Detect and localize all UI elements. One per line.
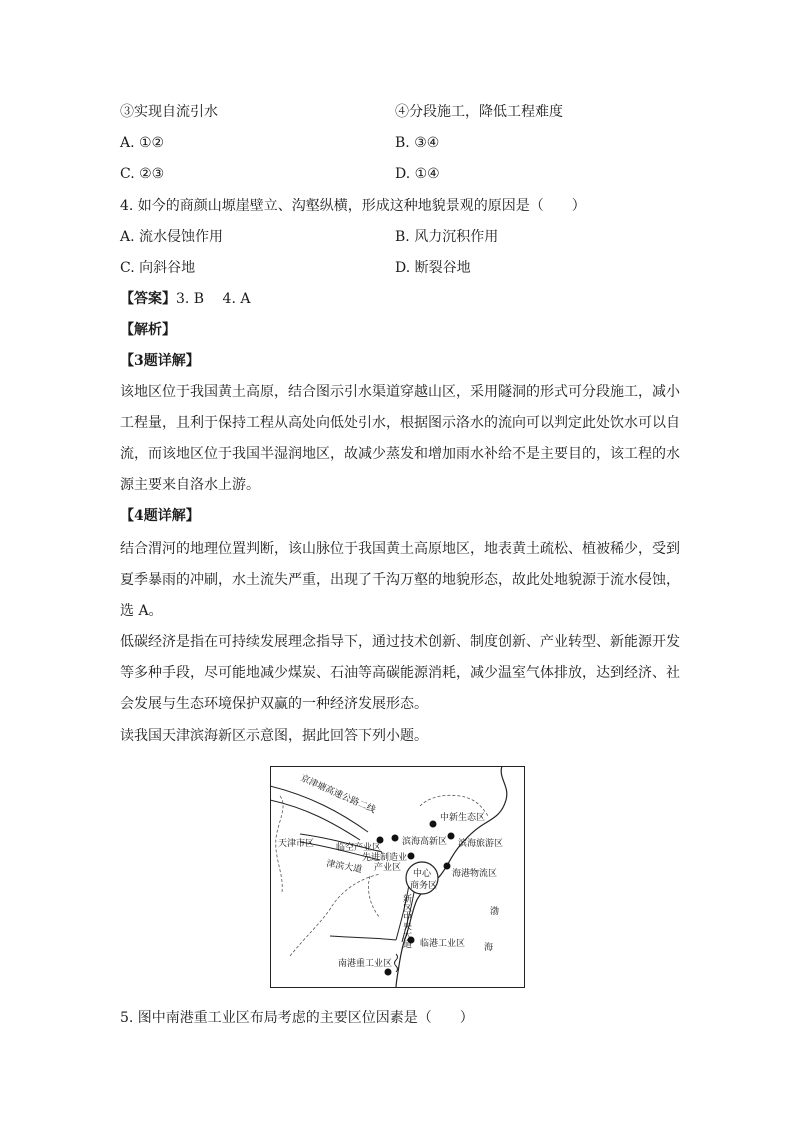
q3-choice-b: B. ③④ bbox=[395, 135, 440, 151]
nangang-dot bbox=[385, 969, 392, 976]
port-logistics-label: 海港物流区 bbox=[452, 869, 498, 879]
q3-option-4: ④分段施工，降低工程难度 bbox=[395, 104, 563, 120]
port-logistics-dot bbox=[444, 863, 451, 870]
tianjin-label: 天津市区 bbox=[278, 839, 315, 849]
q3-detail-line-4: 源主要来自洛水上游。 bbox=[120, 477, 260, 493]
q3-choice-d: D. ①④ bbox=[395, 166, 440, 182]
q3-choice-c: C. ②③ bbox=[120, 166, 165, 182]
binhai-hitech-dot bbox=[392, 835, 399, 842]
nangang-label: 南港重工业区 bbox=[338, 959, 393, 969]
cbd-label-1: 中心 bbox=[413, 869, 432, 879]
lingang-label: 临港工业区 bbox=[420, 939, 466, 949]
binhai-hitech-label: 滨海高新区 bbox=[402, 837, 448, 847]
advanced-mfg-label-1: 先进制造业 bbox=[362, 853, 408, 863]
q5-stem: 5. 图中南港重工业区布局考虑的主要区位因素是（ ） bbox=[120, 1010, 474, 1026]
advanced-mfg-label-2: 产业区 bbox=[374, 863, 402, 873]
zhongxin-eco-dot bbox=[430, 821, 437, 828]
answer-label: 【答案】 bbox=[120, 291, 176, 307]
q3-option-3: ③实现自流引水 bbox=[120, 104, 218, 120]
q4-choice-c: C. 向斜谷地 bbox=[120, 260, 196, 276]
q3-detail-line-2: 工程量，且利于保持工程从高处向低处引水，根据图示洛水的流向可以判定此处饮水可以自 bbox=[120, 415, 680, 431]
binhai-new-area-map bbox=[270, 766, 525, 988]
q4-stem: 4. 如今的商颜山塬崖壁立、沟壑纵横，形成这种地貌景观的原因是（ ） bbox=[120, 198, 586, 214]
q3-detail-label: 【3题详解】 bbox=[120, 353, 200, 369]
intro-line-3: 会发展与生态环境保护双赢的一种经济发展形态。 bbox=[120, 696, 428, 712]
zhongxin-eco-label: 中新生态区 bbox=[440, 813, 486, 823]
q4-detail-line-2: 夏季暴雨的冲刷，水土流失严重，出现了千沟万壑的地貌形态，故此处地貌源于流水侵蚀， bbox=[120, 572, 680, 588]
bohai-label-1: 渤 bbox=[490, 907, 500, 917]
analysis-label: 【解析】 bbox=[120, 322, 176, 338]
intro-line-1: 低碳经济是指在可持续发展理念指导下，通过技术创新、制度创新、产业转型、新能源开发 bbox=[120, 634, 680, 650]
bohai-label-2: 海 bbox=[484, 943, 494, 953]
linkong-label: 临空产业区 bbox=[336, 843, 382, 853]
q3-detail-line-1: 该地区位于我国黄土高原，结合图示引水渠道穿越山区，采用隧洞的形式可分段施工，减小 bbox=[120, 384, 680, 400]
q4-choice-a: A. 流水侵蚀作用 bbox=[120, 229, 224, 245]
answer-line bbox=[120, 289, 250, 309]
cbd-label-2: 商务区 bbox=[410, 881, 438, 891]
advanced-mfg-dot bbox=[408, 853, 415, 860]
answer-text: 3. B 4. A bbox=[176, 291, 251, 307]
q3-choice-a: A. ①② bbox=[120, 135, 165, 151]
central-avenue-label: 新区中央大道 bbox=[401, 894, 411, 948]
intro-line-4: 读我国天津滨海新区示意图，据此回答下列小题。 bbox=[120, 728, 428, 744]
q4-choice-d: D. 断裂谷地 bbox=[395, 260, 471, 276]
highway-label: 京津塘高速公路二线 bbox=[298, 773, 377, 816]
intro-line-2: 等多种手段，尽可能地减少煤炭、石油等高碳能源消耗，减少温室气体排放，达到经济、社 bbox=[120, 665, 680, 681]
jinbin-road-label: 津滨大道 bbox=[325, 859, 363, 876]
q3-detail-line-3: 流，而该地区位于我国半湿润地区，故减少蒸发和增加雨水补给不是主要目的，该工程的水 bbox=[120, 446, 680, 462]
q4-detail-line-3: 选 A。 bbox=[120, 603, 163, 619]
q4-choice-b: B. 风力沉积作用 bbox=[395, 229, 499, 245]
q4-detail-line-1: 结合渭河的地理位置判断，该山脉位于我国黄土高原地区，地表黄土疏松、植被稀少，受到 bbox=[120, 541, 680, 557]
tourism-dot bbox=[448, 833, 455, 840]
tourism-label: 滨海旅游区 bbox=[458, 839, 504, 849]
q4-detail-label: 【4题详解】 bbox=[120, 508, 200, 524]
